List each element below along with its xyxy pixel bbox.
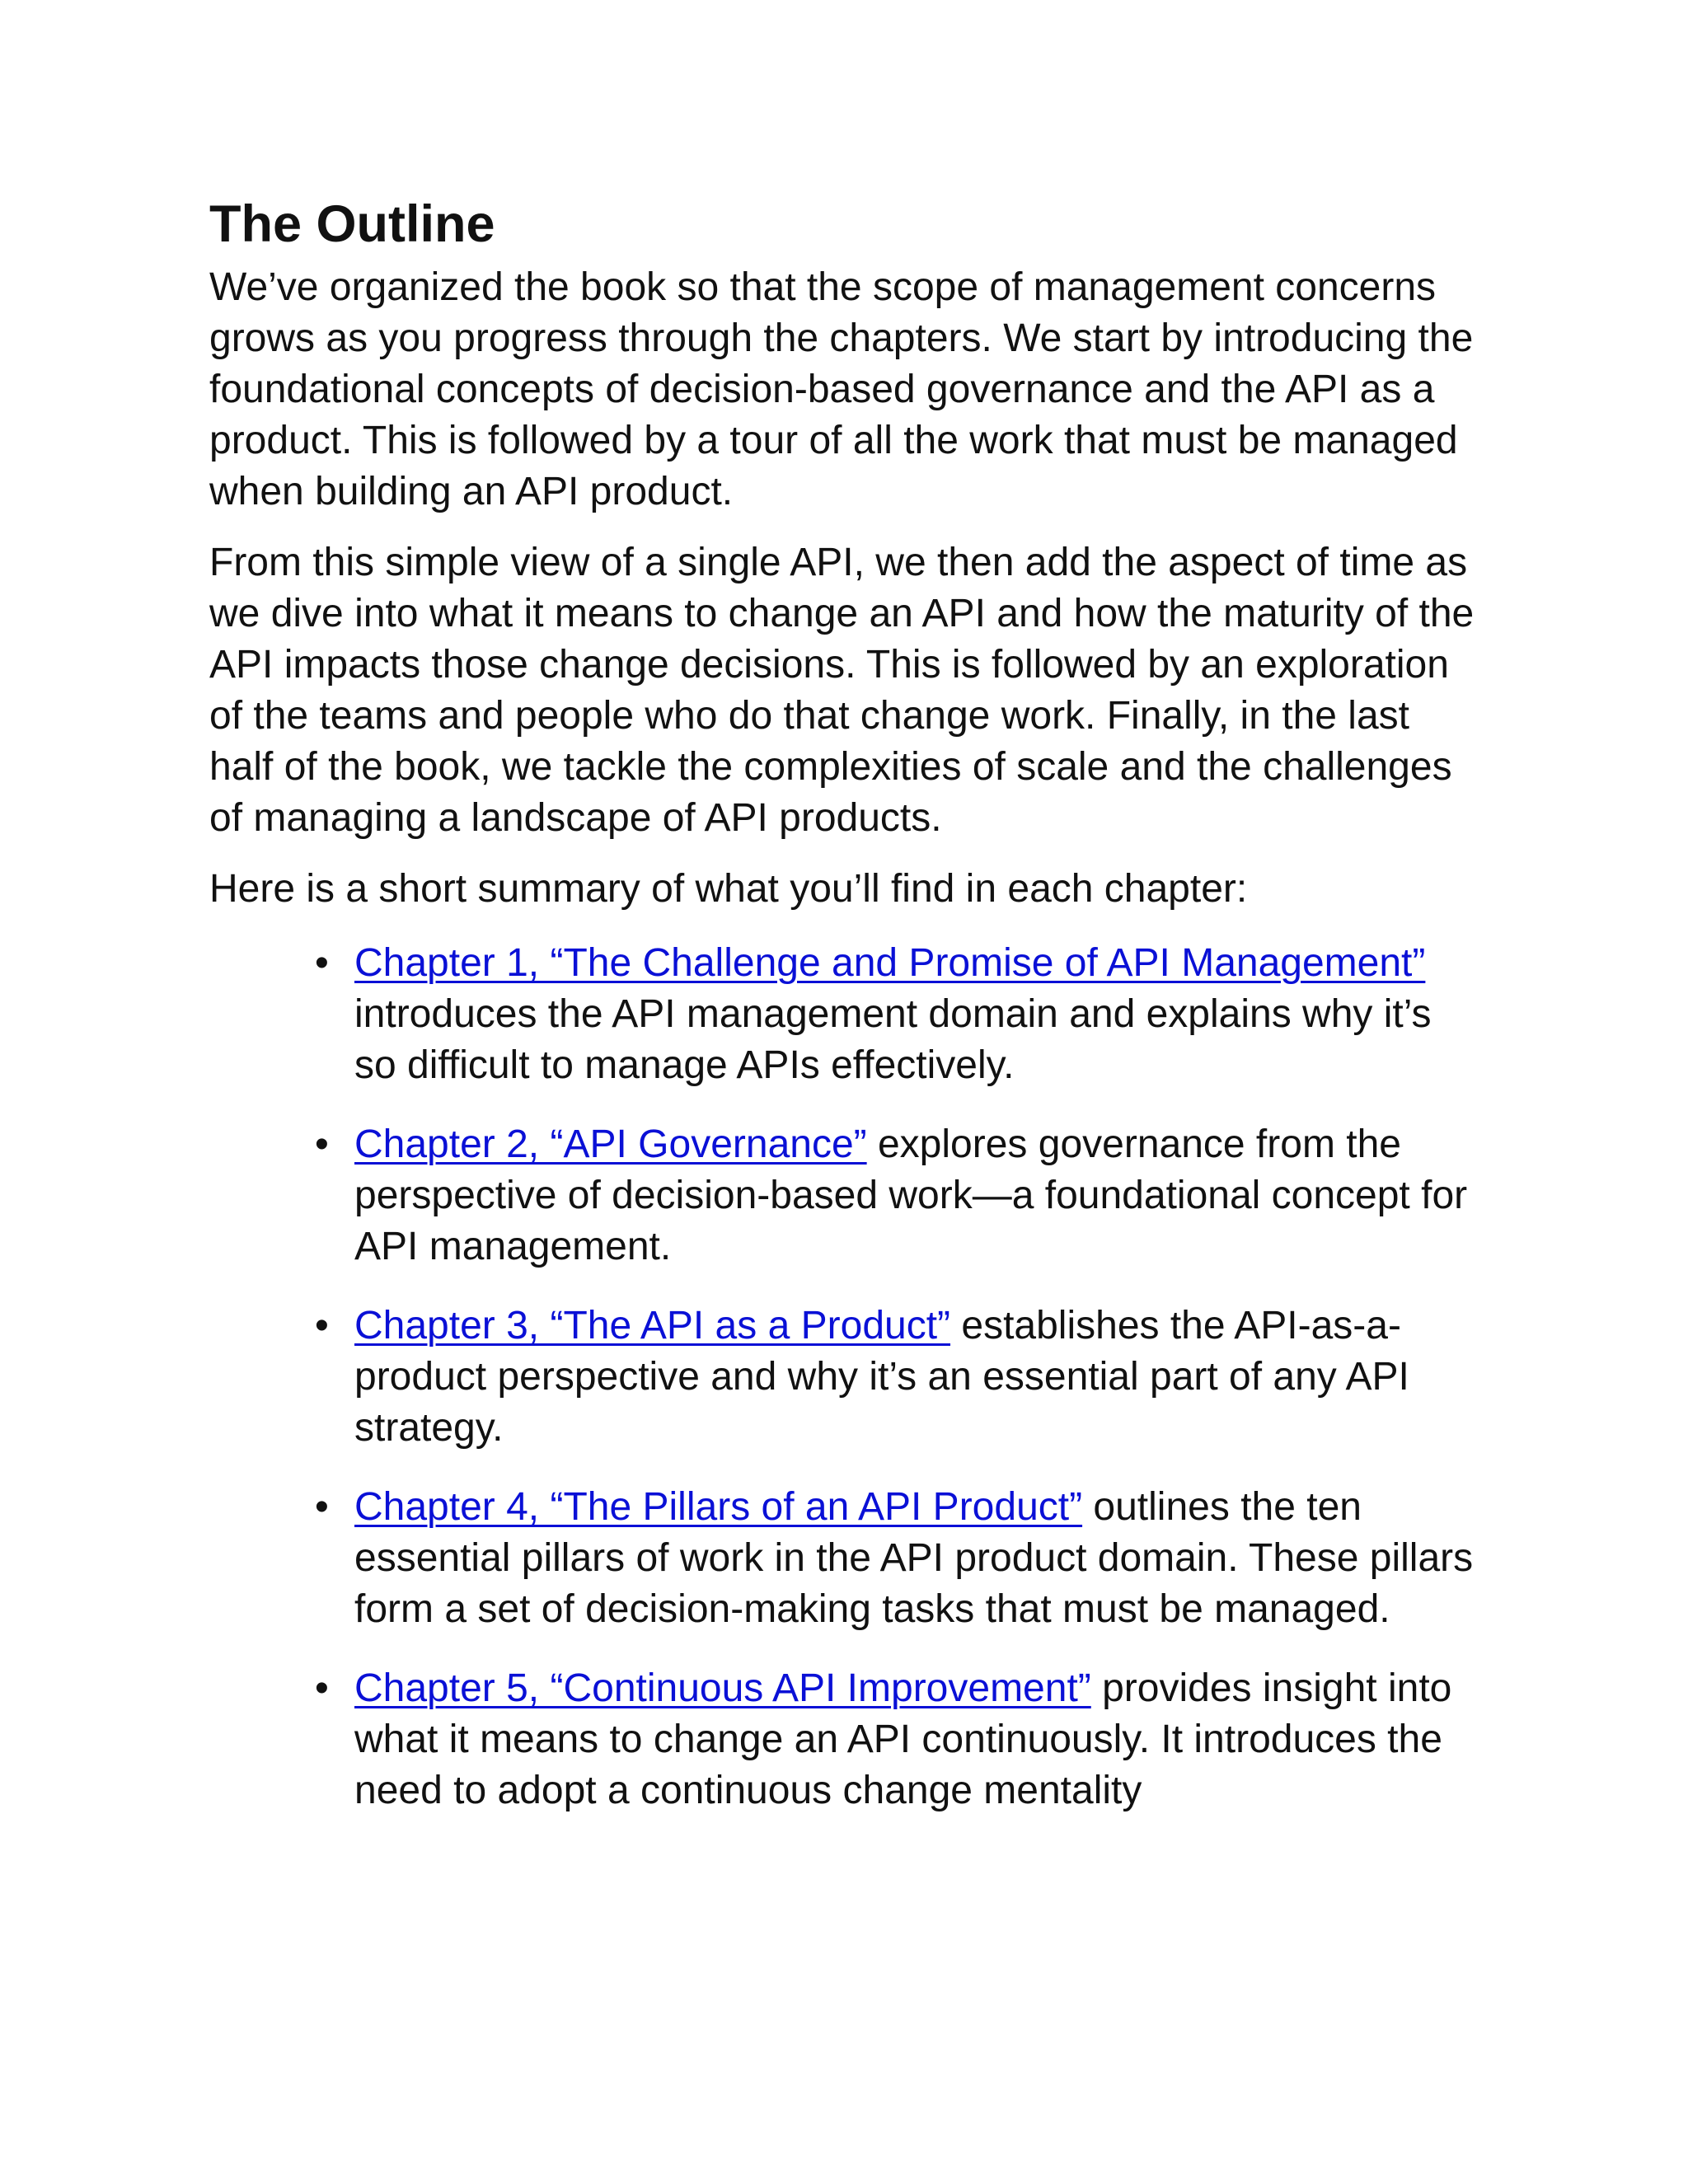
paragraph-intro: We’ve organized the book so that the scope of management concerns grows as you progress through the chapters. We start by introducing the foundational concepts of decision-based governance and the API as a product. This is followed by a tour of all the work that must be managed when building an API product. [209, 265, 1474, 513]
page-content [209, 194, 1479, 1844]
bullet-icon: • [315, 1485, 329, 1529]
chapter-list-item [315, 938, 1479, 1091]
chapter-5-link[interactable]: Chapter 5, “Continuous API Improvement” [354, 1666, 1091, 1710]
chapter-3-description: establishes the API-as-a-product perspective and why it’s an essential part of any API strategy. [354, 1304, 1409, 1450]
paragraph-scope: From this simple view of a single API, we then add the aspect of time as we dive into what it means to change an API and how the maturity of the API impacts those change decisions. This is followed by an exploration of the teams and people who do that change work. Finally, in the last half of the book, we tackle the complexities of scale and the challenges of managing a landscape of API products. [209, 541, 1475, 840]
chapter-list-item [315, 1119, 1479, 1272]
bullet-icon: • [315, 1304, 329, 1347]
chapter-4-link[interactable]: Chapter 4, “The Pillars of an API Product” [354, 1485, 1083, 1529]
chapter-4-description: outlines the ten essential pillars of work in the API product domain. These pillars form a set of decision-making tasks that must be managed. [354, 1485, 1474, 1631]
bullet-icon: • [315, 941, 329, 985]
chapter-list-item [315, 1482, 1479, 1635]
chapter-5-description: provides insight into what it means to change an API continuously. It introduces the need to adopt a continuous change mentality [354, 1666, 1452, 1812]
chapter-list-item [315, 1301, 1479, 1454]
chapter-3-link[interactable]: Chapter 3, “The API as a Product” [354, 1304, 951, 1347]
chapter-2-description: explores governance from the perspective of decision-based work—a foundational concept for API management. [354, 1122, 1468, 1268]
bullet-icon: • [315, 1666, 329, 1710]
section-heading: The Outline [209, 195, 495, 253]
chapter-list-item [315, 1663, 1479, 1816]
chapter-2-link[interactable]: Chapter 2, “API Governance” [354, 1122, 867, 1166]
bullet-icon: • [315, 1122, 329, 1166]
paragraph-summary-lead: Here is a short summary of what you’ll find in each chapter: [209, 867, 1248, 911]
chapter-1-link[interactable]: Chapter 1, “The Challenge and Promise of API Management” [354, 941, 1426, 985]
chapter-1-description: introduces the API management domain and explains why it’s so difficult to manage APIs effectively. [354, 992, 1432, 1087]
chapter-list [209, 938, 1479, 1816]
